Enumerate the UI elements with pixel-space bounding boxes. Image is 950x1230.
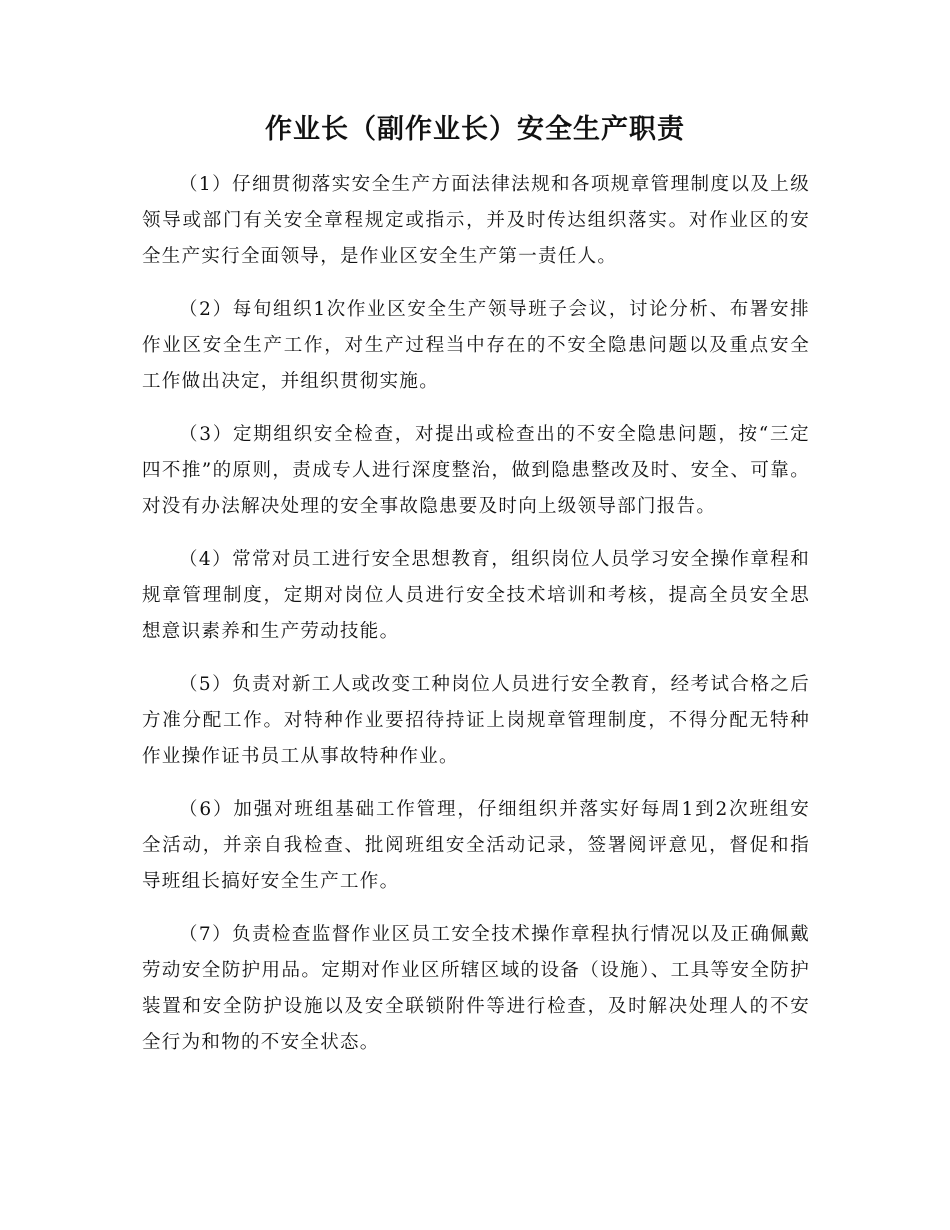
- paragraph-4: （4）常常对员工进行安全思想教育，组织岗位人员学习安全操作章程和规章管理制度，定期对岗位人员进行安全技术培训和考核，提高全员安全思想意识素养和生产劳动技能。: [142, 549, 810, 642]
- paragraph-1: （1）仔细贯彻落实安全生产方面法律法规和各项规章管理制度以及上级领导或部门有关安全章程规定或指示，并及时传达组织落实。对作业区的安全生产实行全面领导，是作业区安全生产第一责任人。: [142, 174, 810, 267]
- paragraph-2: （2）每旬组织1次作业区安全生产领导班子会议，讨论分析、布署安排作业区安全生产工作，对生产过程当中存在的不安全隐患问题以及重点安全工作做出决定，并组织贯彻实施。: [142, 299, 810, 392]
- paragraph-3: （3）定期组织安全检查，对提出或检查出的不安全隐患问题，按“三定四不推”的原则，责成专人进行深度整治，做到隐患整改及时、安全、可靠。对没有办法解决处理的安全事故隐患要及时向上级领导部门报告。: [142, 424, 810, 517]
- paragraph-5: （5）负责对新工人或改变工种岗位人员进行安全教育，经考试合格之后方准分配工作。对特种作业要招待持证上岗规章管理制度，不得分配无特种作业操作证书员工从事故特种作业。: [142, 674, 810, 767]
- paragraph-7: （7）负责检查监督作业区员工安全技术操作章程执行情况以及正确佩戴劳动安全防护用品。定期对作业区所辖区域的设备（设施）、工具等安全防护装置和安全防护设施以及安全联锁附件等进行检查，及时解决处理人的不安全行为和物的不安全状态。: [142, 924, 810, 1053]
- document-title: 作业长（副作业长）安全生产职责: [265, 114, 685, 145]
- paragraph-6: （6）加强对班组基础工作管理，仔细组织并落实好每周1到2次班组安全活动，并亲自我检查、批阅班组安全活动记录，签署阅评意见，督促和指导班组长搞好安全生产工作。: [142, 799, 810, 892]
- document-body: [142, 167, 810, 1078]
